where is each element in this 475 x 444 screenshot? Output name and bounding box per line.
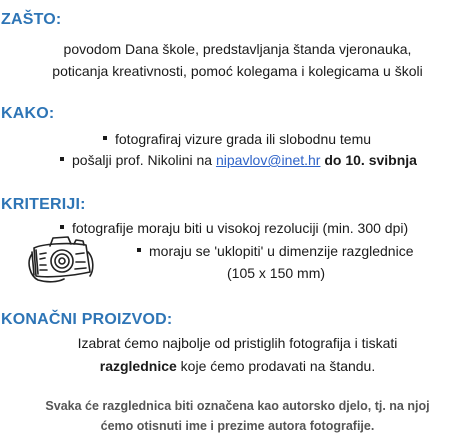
kriteriji-bullet-2 — [137, 242, 413, 260]
bullet-icon — [60, 225, 64, 229]
kako-bullet-2 — [60, 151, 417, 169]
kako-bullet-2-prefix: pošalji prof. Nikolini na — [72, 152, 213, 168]
kriteriji-bullet-1-text: fotografije moraju biti u visokoj rezoluciji (min. 300 dpi) — [72, 220, 409, 236]
bullet-icon — [103, 136, 107, 140]
note-line-2: ćemo otisnuti ime i prezime autora fotografije. — [100, 419, 375, 433]
bullet-icon — [60, 157, 64, 161]
heading-kako: KAKO: — [1, 105, 55, 122]
kako-bullet-1-text: fotografiraj vizure grada ili slobodnu temu — [115, 131, 372, 147]
note-line-1: Svaka će razglednica biti označena kao autorsko djelo, tj. na njoj — [45, 399, 430, 413]
kriteriji-bullet-1 — [60, 219, 408, 237]
zasto-line-1: povodom Dana škole, predstavljanja štanda vjeronauka, — [63, 41, 412, 57]
proizvod-line-1: Izabrat ćemo najbolje od pristiglih fotografija i tiskati — [77, 335, 398, 351]
deadline-text: do 10. svibnja — [324, 152, 417, 168]
email-link[interactable]: nipavlov@inet.hr — [215, 152, 321, 168]
camera-sketch-icon — [28, 232, 96, 284]
kriteriji-bullet-2-cont: (105 x 150 mm) — [227, 265, 326, 281]
zasto-line-2: poticanja kreativnosti, pomoć kolegama i kolegicama u školi — [52, 63, 423, 79]
kako-bullet-1 — [103, 130, 371, 148]
kriteriji-bullet-2-text: moraju se 'uklopiti' u dimenzije razglednice — [149, 243, 414, 259]
heading-zasto: ZAŠTO: — [1, 11, 62, 28]
proizvod-line-2 — [0, 357, 475, 375]
heading-kriteriji: KRITERIJI: — [1, 196, 86, 213]
proizvod-line-2-rest: koje ćemo prodavati na štandu. — [180, 358, 376, 374]
heading-konacni-proizvod: KONAČNI PROIZVOD: — [1, 311, 173, 328]
razglednice-bold: razglednice — [99, 358, 177, 374]
bullet-icon — [137, 248, 141, 252]
